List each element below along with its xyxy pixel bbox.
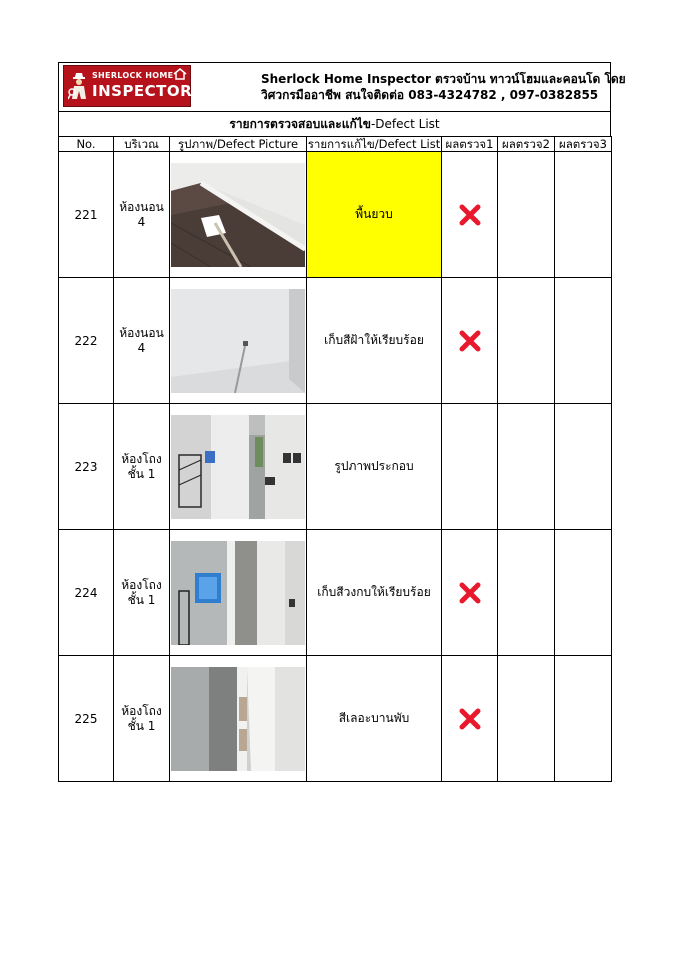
row-check1 [442,152,498,278]
row-picture-cell [170,530,307,656]
row-check2 [498,278,555,404]
row-defect: เก็บสีฝ้าให้เรียบร้อย [307,278,442,404]
column-header-check3: ผลตรวจ3 [555,137,612,152]
row-picture-cell [170,656,307,782]
row-area-line2: 4 [137,214,146,229]
row-area [114,530,170,656]
row-number: 221 [59,152,114,278]
company-line-1: Sherlock Home Inspector ตรวจบ้าน ทาวน์โฮมและคอนโด โดย [261,72,626,86]
row-check3 [555,530,612,656]
x-mark-icon [459,204,481,226]
table-header-row [59,137,612,152]
table-row [59,404,612,530]
company-logo [63,65,191,107]
row-defect: รูปภาพประกอบ [307,404,442,530]
row-area [114,656,170,782]
row-check1 [442,278,498,404]
defect-table [58,136,612,782]
table-row [59,656,612,782]
row-area [114,404,170,530]
company-line-2: วิศวกรมืออาชีพ สนใจติดต่อ 083-4324782 , 097-0382855 [261,88,599,102]
sheet-title-thai: รายการตรวจสอบและแก้ไข [229,117,371,131]
row-area [114,152,170,278]
row-check1 [442,404,498,530]
sheet-title-english: -Defect List [370,117,440,131]
row-check3 [555,278,612,404]
row-number: 224 [59,530,114,656]
defect-photo-door-frame [171,541,305,645]
column-header-check2: ผลตรวจ2 [498,137,555,152]
column-header-area: บริเวณ [114,137,170,152]
row-area-line2: ชั้น 1 [127,718,156,733]
table-row [59,152,612,278]
column-header-check1: ผลตรวจ1 [442,137,498,152]
x-mark-icon [459,582,481,604]
row-check2 [498,152,555,278]
row-number: 225 [59,656,114,782]
row-picture-cell [170,404,307,530]
row-check3 [555,152,612,278]
row-area-line1: ห้องโถง [121,451,162,466]
row-defect: พื้นยวบ [307,152,442,278]
row-area-line2: ชั้น 1 [127,592,156,607]
x-mark-icon [459,330,481,352]
row-check2 [498,530,555,656]
table-row [59,530,612,656]
column-header-defect: รายการแก้ไข/Defect List [307,137,441,151]
row-area-line1: ห้องโถง [121,577,162,592]
defect-photo-hall [171,415,305,519]
company-info [261,71,626,103]
row-check1 [442,656,498,782]
defect-sheet [58,62,626,782]
row-check3 [555,404,612,530]
row-area-line1: ห้องนอน [119,325,164,340]
row-check3 [555,656,612,782]
row-area [114,278,170,404]
row-check2 [498,656,555,782]
row-number: 223 [59,404,114,530]
row-defect: เก็บสีวงกบให้เรียบร้อย [307,530,442,656]
row-number: 222 [59,278,114,404]
house-icon [173,68,187,80]
logo-text-top: SHERLOCK HOME [92,71,174,80]
row-area-line2: 4 [137,340,146,355]
defect-photo-floor [171,163,305,267]
sheet-title [58,111,611,136]
logo-text-bottom: INSPECTOR [92,82,193,100]
column-header-no: No. [59,137,114,152]
row-area-line2: ชั้น 1 [127,466,156,481]
row-picture-cell [170,152,307,278]
defect-photo-ceiling [171,289,305,393]
inspector-figure-icon [68,71,90,105]
row-check1 [442,530,498,656]
defect-photo-hinge [171,667,305,771]
sheet-header [58,62,626,111]
row-picture-cell [170,278,307,404]
row-area-line1: ห้องโถง [121,703,162,718]
row-area-line1: ห้องนอน [119,199,164,214]
x-mark-icon [459,708,481,730]
row-defect: สีเลอะบานพับ [307,656,442,782]
row-check2 [498,404,555,530]
table-row [59,278,612,404]
column-header-picture: รูปภาพ/Defect Picture [170,137,307,152]
